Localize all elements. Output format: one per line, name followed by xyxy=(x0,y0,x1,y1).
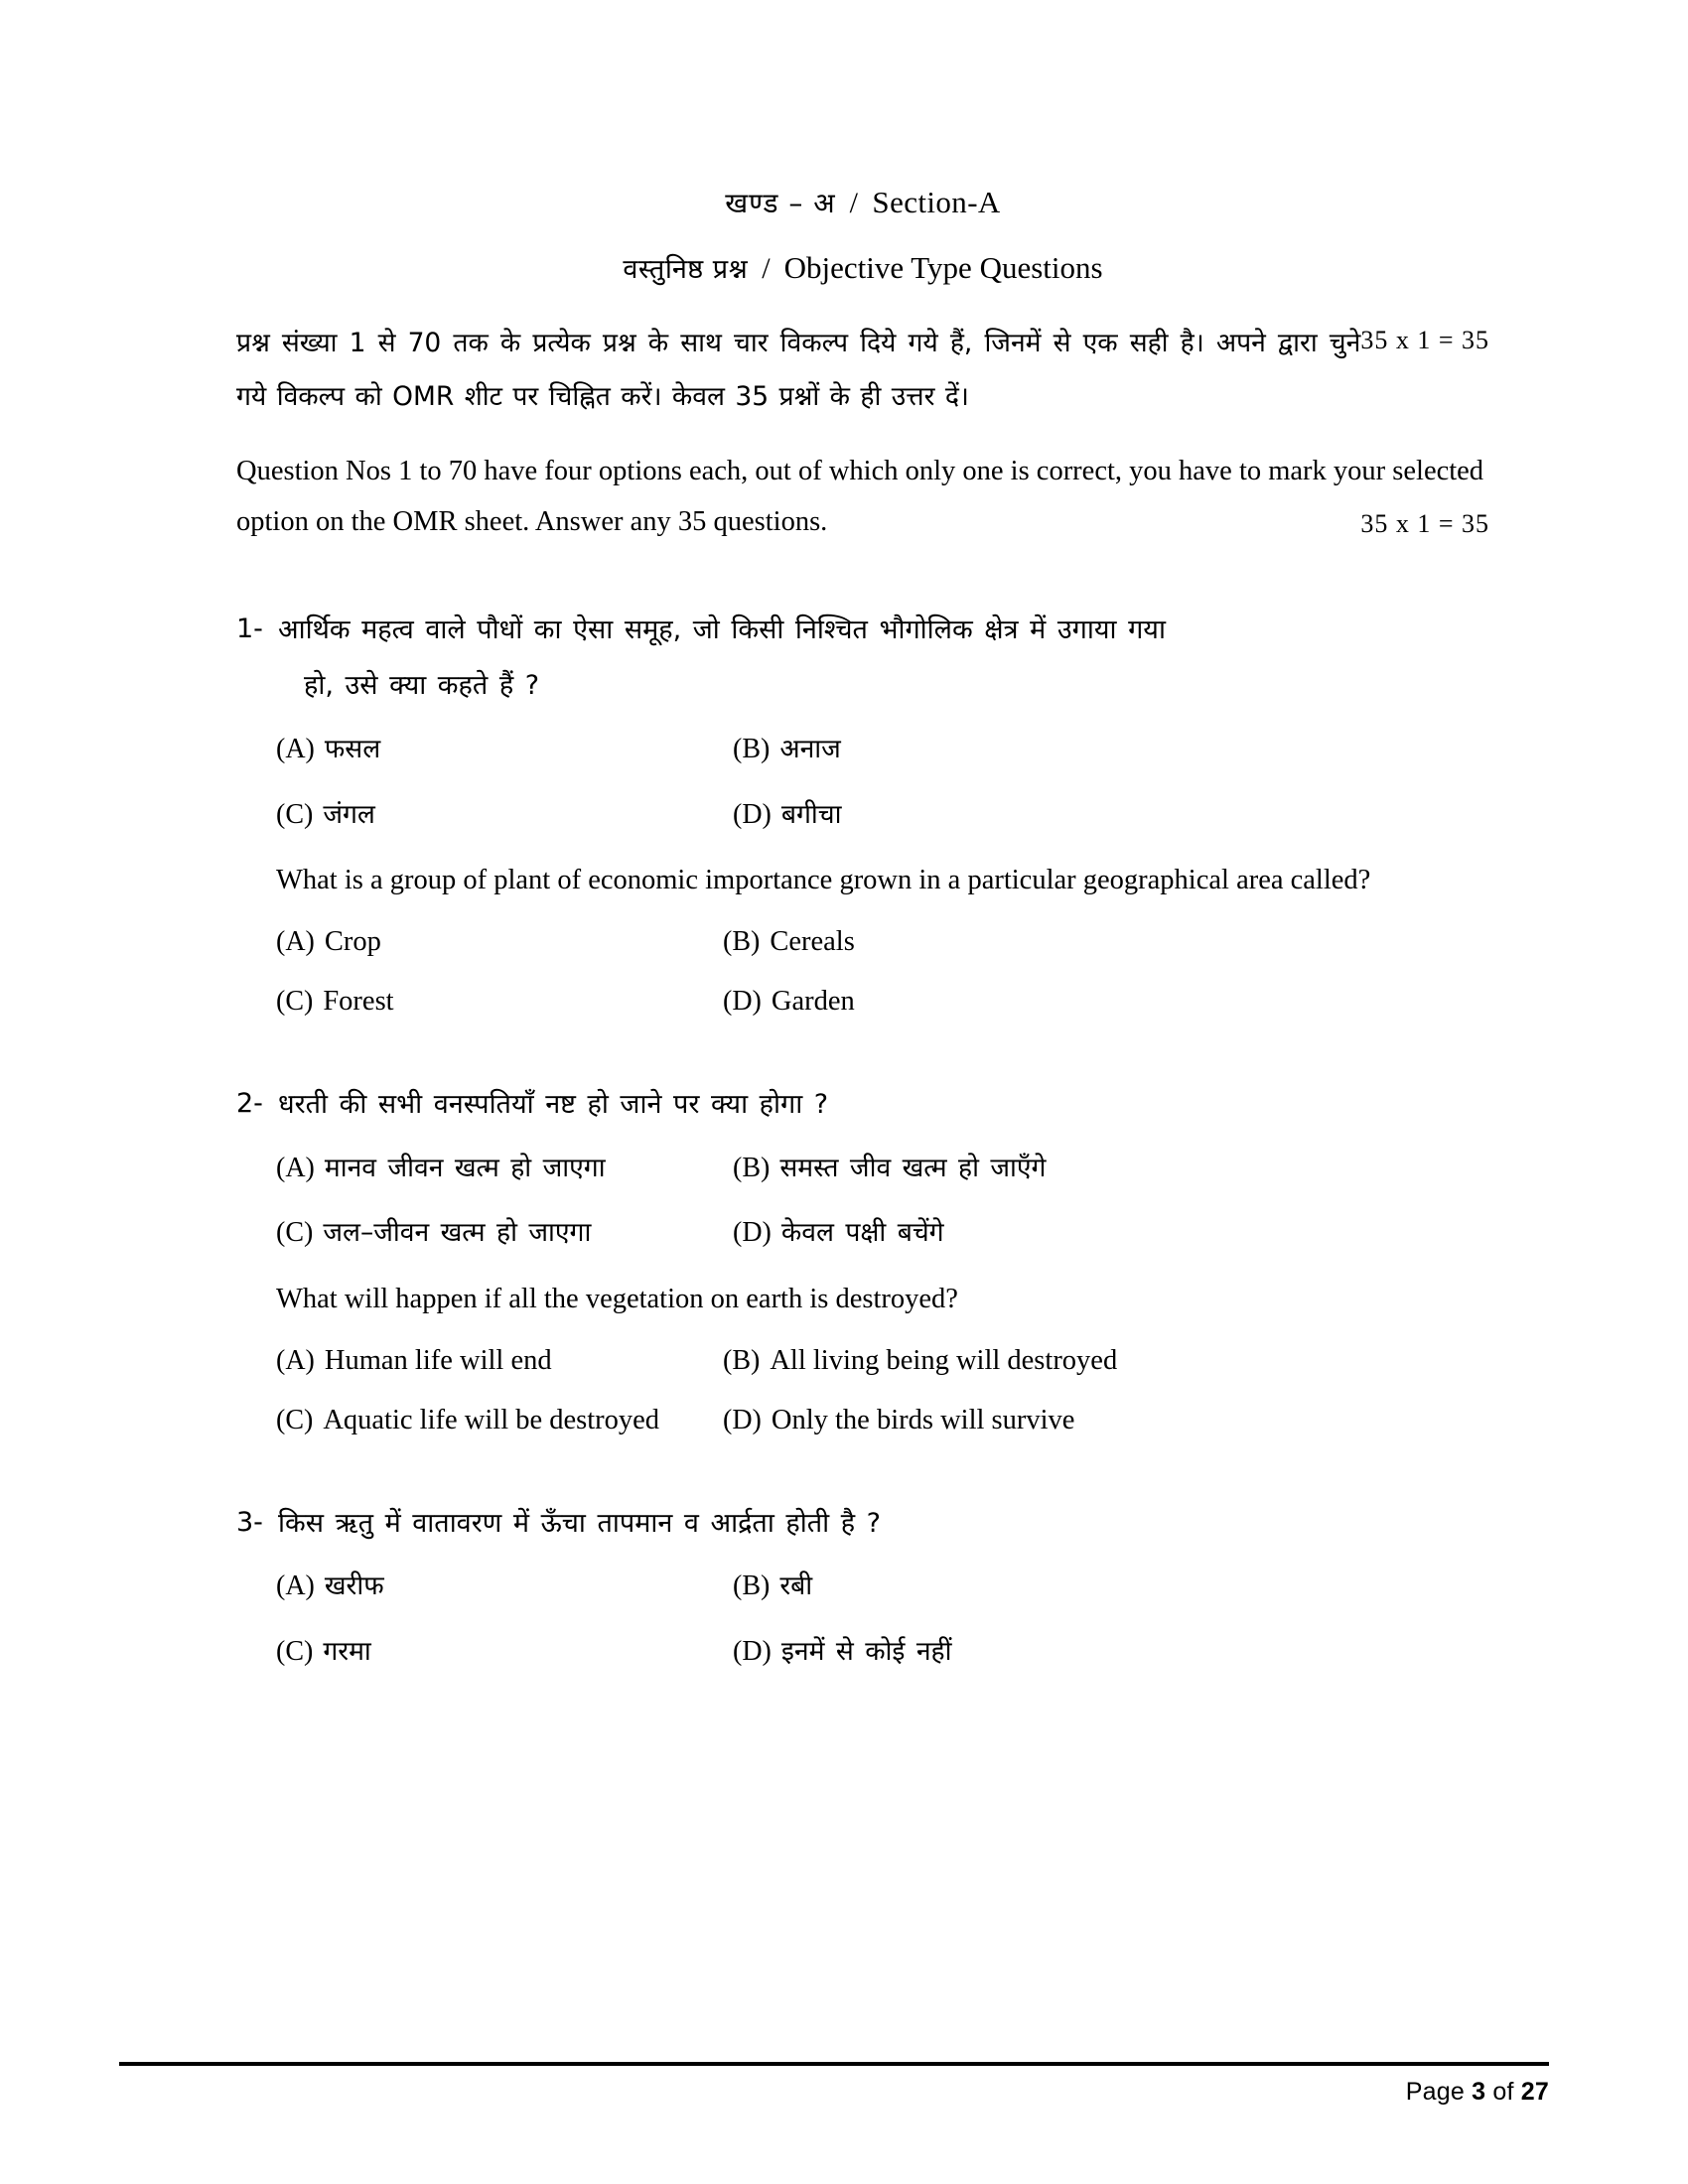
option-label: (C) xyxy=(276,798,314,830)
option-label: (D) xyxy=(723,1404,762,1435)
question-1-text-hindi xyxy=(278,609,1489,707)
option-row xyxy=(276,1632,1489,1672)
question-2-text-english: What will happen if all the vegetation on earth is destroyed? xyxy=(276,1284,958,1315)
option-text: फसल xyxy=(324,733,381,764)
option-label: (C) xyxy=(276,1217,314,1249)
option-1-hindi-b[interactable] xyxy=(733,730,1489,769)
question-3-options-hindi xyxy=(276,1567,1489,1672)
option-2-english-c[interactable] xyxy=(276,1401,723,1440)
question-1-number: 1- xyxy=(236,614,263,645)
section-heading xyxy=(236,184,1489,221)
option-text: Crop xyxy=(324,926,381,958)
option-text: Only the birds will survive xyxy=(771,1404,1075,1435)
option-row xyxy=(276,1401,1489,1440)
page-label: Page xyxy=(1405,2078,1465,2106)
current-page-number: 3 xyxy=(1472,2078,1486,2106)
question-type-heading-separator: / xyxy=(762,252,771,285)
footer-divider xyxy=(119,2062,1549,2066)
question-1-options-hindi xyxy=(276,730,1489,835)
question-1-text-english: What is a group of plant of economic importance grown in a particular geographical area called? xyxy=(276,865,1371,896)
question-1-text-hindi-line2: हो, उसे क्या कहते हैं ? xyxy=(304,670,540,702)
option-text: All living being will destroyed xyxy=(770,1344,1118,1376)
page-content xyxy=(236,184,1489,1698)
question-1-heading-row xyxy=(236,609,1489,707)
option-row xyxy=(276,1149,1489,1188)
option-label: (C) xyxy=(276,1404,314,1435)
option-3-hindi-c[interactable] xyxy=(276,1632,733,1672)
option-row xyxy=(276,982,1489,1022)
option-1-english-a[interactable] xyxy=(276,922,723,962)
question-2-heading-row xyxy=(236,1083,1489,1127)
option-row xyxy=(276,730,1489,769)
question-block-1 xyxy=(236,609,1489,1022)
question-3-text-hindi: किस ऋतु में वातावरण में ऊँचा तापमान व आर्द्रता होती है ? xyxy=(278,1507,881,1539)
section-heading-english: Section-A xyxy=(872,185,1001,219)
question-block-2 xyxy=(236,1083,1489,1440)
option-label: (A) xyxy=(276,1344,315,1376)
option-row xyxy=(276,922,1489,962)
option-row xyxy=(276,1341,1489,1381)
option-2-hindi-d[interactable] xyxy=(733,1213,1489,1253)
option-1-english-d[interactable] xyxy=(723,982,1489,1022)
option-label: (B) xyxy=(733,1570,771,1602)
option-label: (B) xyxy=(723,926,761,958)
option-3-hindi-a[interactable] xyxy=(276,1567,733,1606)
option-label: (C) xyxy=(276,1636,314,1668)
option-3-hindi-d[interactable] xyxy=(733,1632,1489,1672)
option-text: मानव जीवन खत्म हो जाएगा xyxy=(324,1152,606,1183)
option-1-english-c[interactable] xyxy=(276,982,723,1022)
option-row xyxy=(276,1567,1489,1606)
option-text: Garden xyxy=(771,986,855,1018)
option-label: (A) xyxy=(276,1152,315,1183)
option-1-hindi-d[interactable] xyxy=(733,795,1489,835)
question-3-number: 3- xyxy=(236,1506,263,1538)
option-label: (A) xyxy=(276,733,315,764)
option-2-english-d[interactable] xyxy=(723,1401,1489,1440)
page-number-text xyxy=(119,2078,1549,2107)
option-text: Forest xyxy=(323,986,394,1018)
option-text: इनमें से कोई नहीं xyxy=(780,1636,952,1668)
section-heading-separator: / xyxy=(849,187,859,219)
option-text: जल–जीवन खत्म हो जाएगा xyxy=(323,1217,592,1249)
option-2-english-b[interactable] xyxy=(723,1341,1489,1381)
instructions-hindi-block xyxy=(236,317,1489,423)
option-label: (C) xyxy=(276,986,314,1018)
question-2-options-english xyxy=(276,1341,1489,1440)
question-3-heading-row xyxy=(236,1502,1489,1546)
option-3-hindi-b[interactable] xyxy=(733,1567,1489,1606)
option-label: (D) xyxy=(733,1217,772,1249)
page-footer xyxy=(119,2062,1549,2107)
option-label: (B) xyxy=(733,1152,771,1183)
question-type-heading-english: Objective Type Questions xyxy=(783,250,1103,285)
option-1-hindi-a[interactable] xyxy=(276,730,733,769)
option-text: रबी xyxy=(779,1570,813,1602)
option-text: जंगल xyxy=(323,798,375,830)
option-text: बगीचा xyxy=(780,798,842,830)
option-label: (D) xyxy=(733,798,772,830)
section-heading-hindi: खण्ड – अ xyxy=(725,187,836,219)
question-2-number: 2- xyxy=(236,1087,263,1119)
option-1-hindi-c[interactable] xyxy=(276,795,733,835)
question-2-text-hindi: धरती की सभी वनस्पतियाँ नष्ट हो जाने पर क्या होगा ? xyxy=(278,1088,829,1120)
option-text: Human life will end xyxy=(324,1344,552,1376)
instructions-english-text: Question Nos 1 to 70 have four options each, out of which only one is correct, you have to mark your selected option on the OMR sheet. Answer any 35 questions. xyxy=(236,456,1484,537)
instructions-english-marks: 35 x 1 = 35 xyxy=(1360,509,1489,539)
option-label: (A) xyxy=(276,926,315,958)
option-label: (D) xyxy=(723,986,762,1018)
question-1-text-hindi-line1: आर्थिक महत्व वाले पौधों का ऐसा समूह, जो किसी निश्चित भौगोलिक क्षेत्र में उगाया गया xyxy=(278,614,1166,646)
option-label: (A) xyxy=(276,1570,315,1602)
option-label: (D) xyxy=(733,1636,772,1668)
option-1-english-b[interactable] xyxy=(723,922,1489,962)
option-label: (B) xyxy=(723,1344,761,1376)
question-2-options-hindi xyxy=(276,1149,1489,1254)
question-type-heading xyxy=(236,249,1489,287)
option-row xyxy=(276,1213,1489,1253)
option-text: समस्त जीव खत्म हो जाएँगे xyxy=(779,1152,1047,1183)
instructions-hindi-marks: 35 x 1 = 35 xyxy=(1360,326,1489,354)
option-text: केवल पक्षी बचेंगे xyxy=(780,1217,944,1249)
option-row xyxy=(276,795,1489,835)
option-2-hindi-a[interactable] xyxy=(276,1149,733,1188)
total-page-number: 27 xyxy=(1520,2078,1549,2106)
option-text: गरमा xyxy=(323,1636,371,1668)
option-label: (B) xyxy=(733,733,771,764)
option-text: Cereals xyxy=(770,926,855,958)
page-of-label: of xyxy=(1492,2078,1514,2106)
option-text: Aquatic life will be destroyed xyxy=(323,1404,660,1435)
question-type-heading-hindi: वस्तुनिष्ठ प्रश्न xyxy=(623,254,749,285)
option-2-english-a[interactable] xyxy=(276,1341,723,1381)
question-1-options-english xyxy=(276,922,1489,1022)
instructions-english-block xyxy=(236,447,1489,547)
option-text: खरीफ xyxy=(324,1570,384,1602)
option-2-hindi-c[interactable] xyxy=(276,1213,733,1253)
option-text: अनाज xyxy=(779,733,841,764)
instructions-hindi-text: प्रश्न संख्या 1 से 70 तक के प्रत्येक प्रश्न के साथ चार विकल्प दिये गये हैं, जिनमें से एक सही है। अपने द्वारा चुने गये विकल्प को OMR शीट पर चिह्नित करें। केवल 35 प्रश्नों के ही उत्तर दें। xyxy=(236,328,1361,412)
option-2-hindi-b[interactable] xyxy=(733,1149,1489,1188)
question-block-3 xyxy=(236,1502,1489,1672)
